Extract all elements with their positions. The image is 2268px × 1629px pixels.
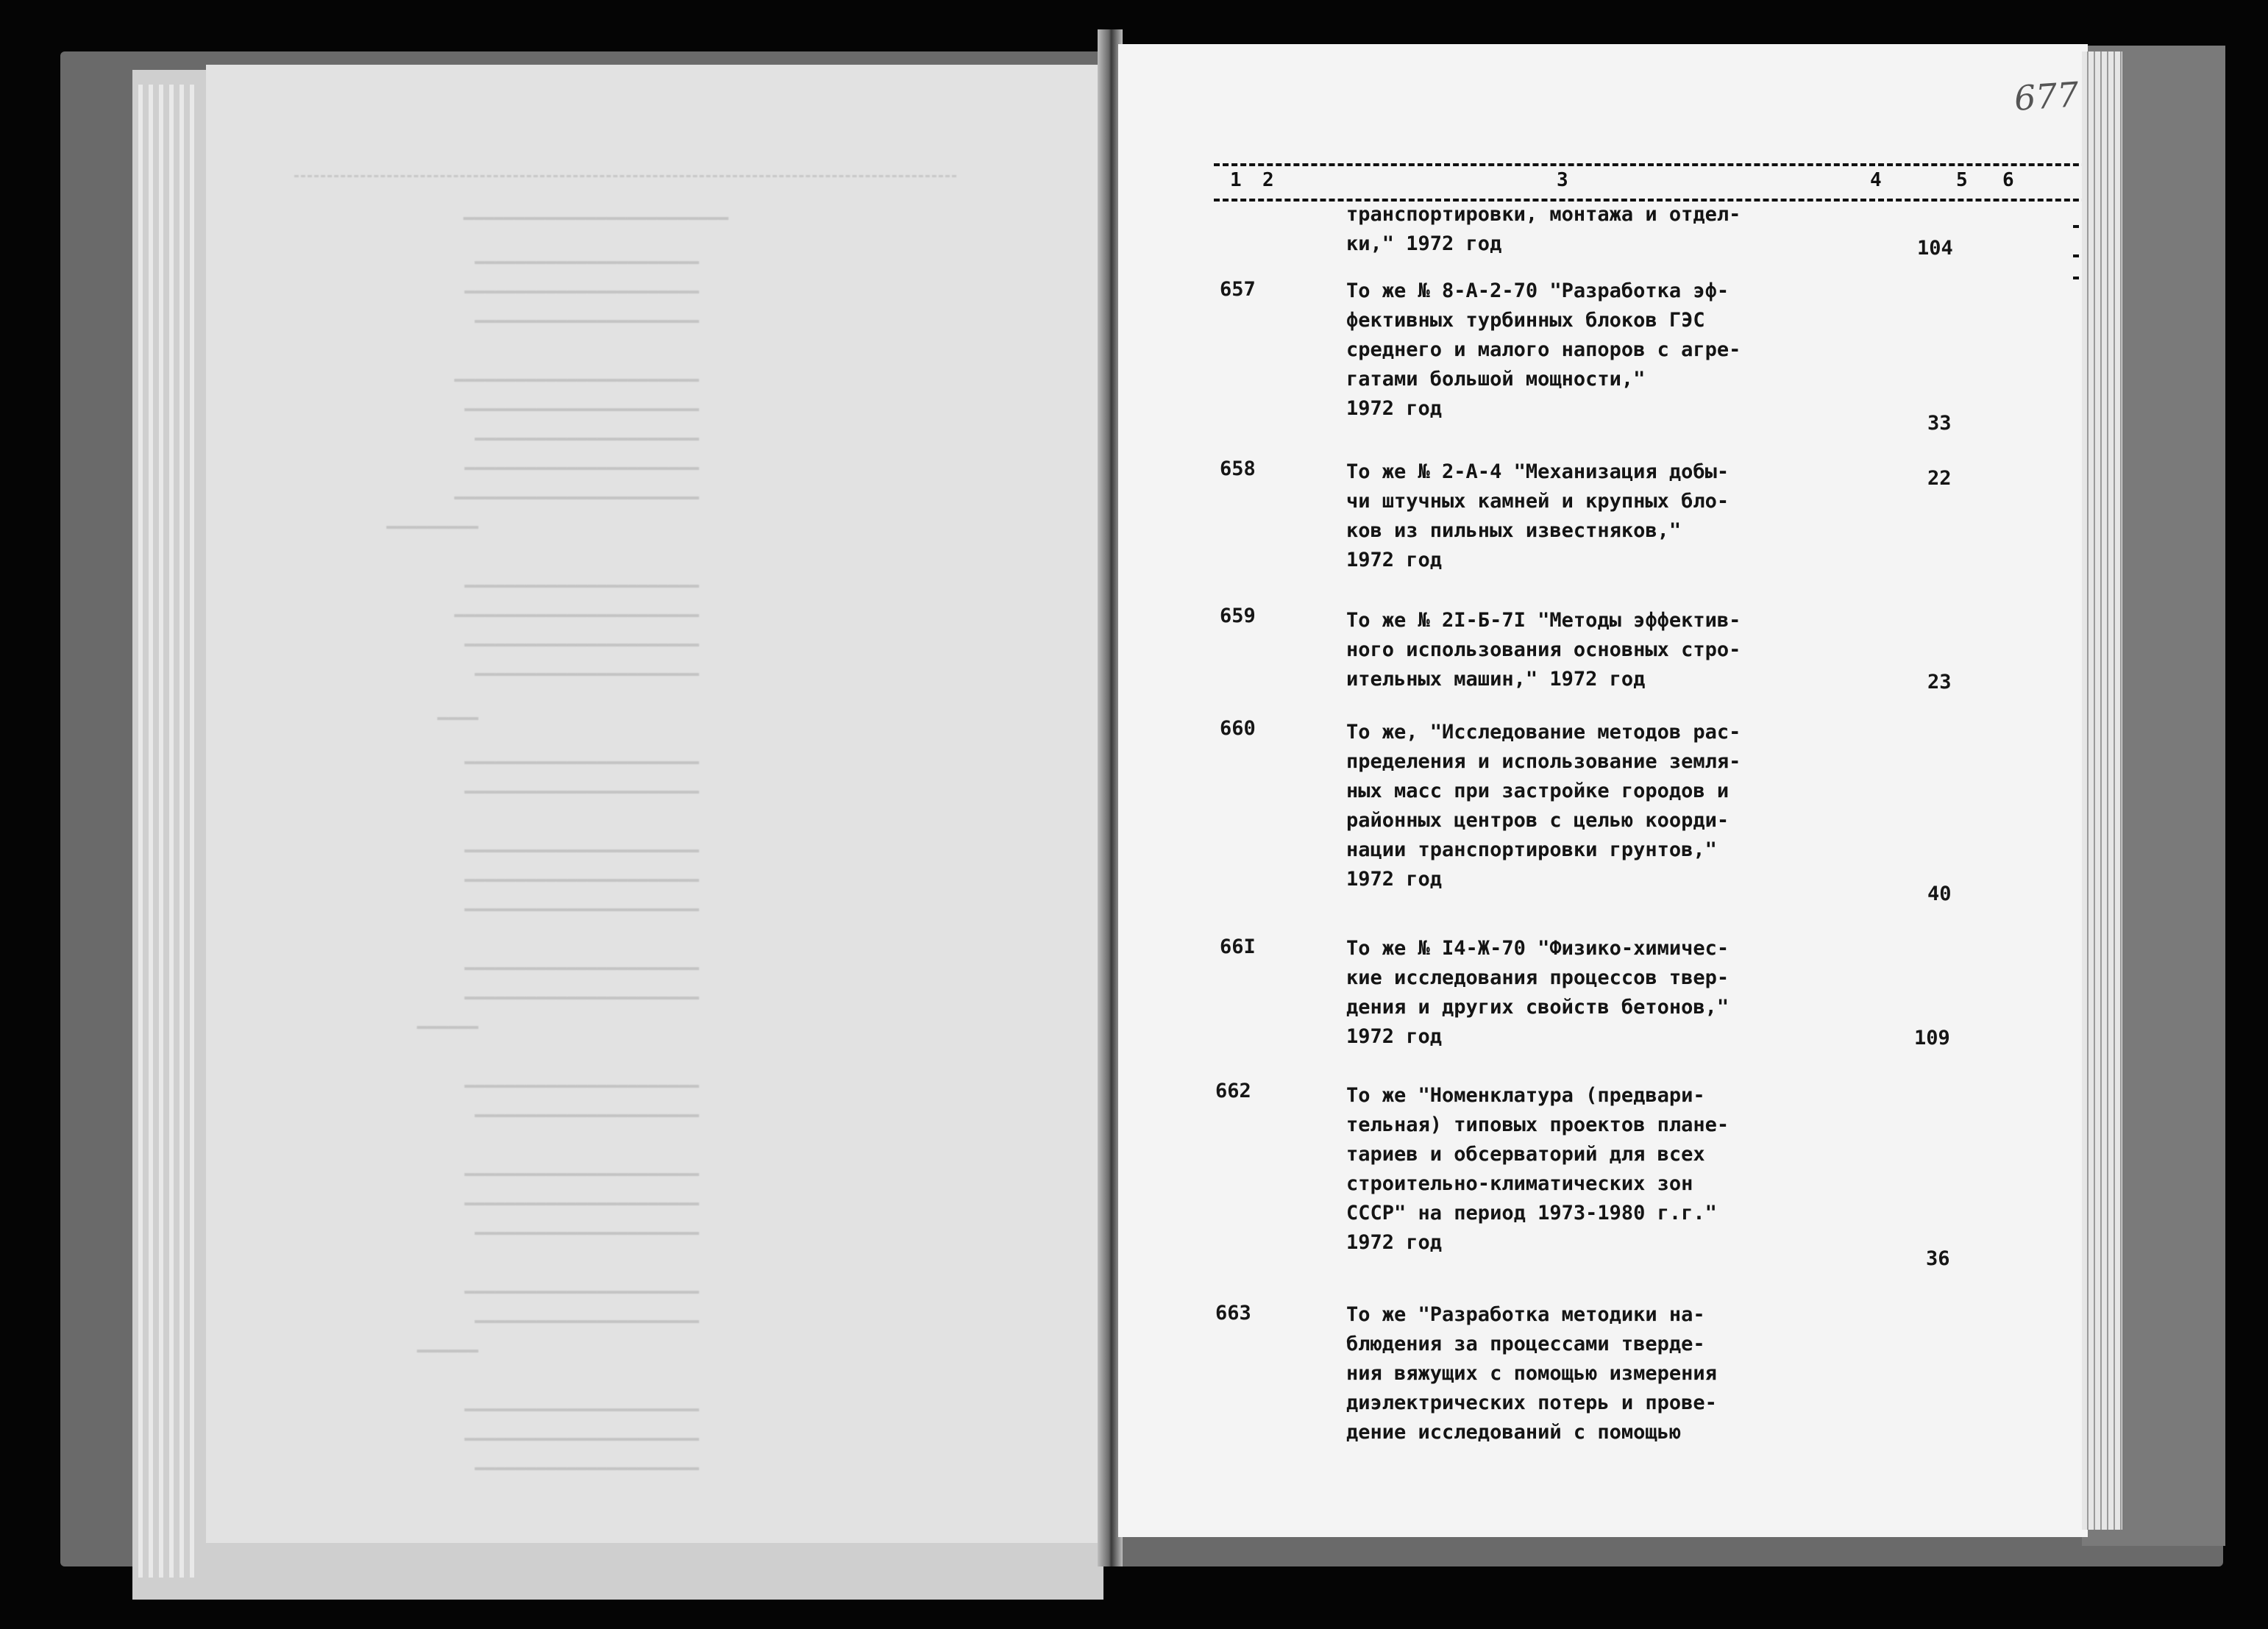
description-line: То же № 2-А-4 "Механизация добы-: [1346, 460, 1730, 483]
description-line: 1972 год: [1346, 868, 1443, 891]
left-page: [206, 65, 1111, 1543]
table-header: [1214, 160, 2088, 204]
description-line: То же № 8-А-2-70 "Разработка эф-: [1346, 279, 1730, 302]
entry-quantity: 40: [1927, 883, 1952, 905]
description-line: 1972 год: [1346, 1025, 1443, 1048]
entry-number: 66I: [1220, 935, 1256, 958]
column-header: 3: [1557, 169, 1568, 191]
entry-quantity: 22: [1927, 467, 1952, 490]
entry-description: [1346, 1300, 1795, 1447]
entry-description: [1346, 934, 1795, 1052]
margin-tick: [2073, 225, 2079, 228]
column-header: 2: [1262, 169, 1274, 191]
page-edge: [138, 85, 143, 1578]
entry-number: 659: [1220, 605, 1256, 627]
entry-quantity: 33: [1927, 412, 1952, 435]
entry-quantity: 109: [1914, 1027, 1950, 1049]
page-edge: [179, 85, 184, 1578]
column-header: 5: [1956, 169, 1968, 191]
page-edge: [159, 85, 163, 1578]
description-line: блюдения за процессами тверде-: [1346, 1333, 1705, 1355]
handwritten-page-number: 677: [2013, 74, 2080, 118]
description-line: кие исследования процессов твер-: [1346, 966, 1730, 989]
description-line: ного использования основных стро-: [1346, 638, 1741, 661]
page-edge: [149, 85, 153, 1578]
description-line: пределения и использование земля-: [1346, 750, 1741, 773]
description-line: ительных машин," 1972 год: [1346, 668, 1646, 691]
description-line: То же № 2I-Б-7I "Методы эффектив-: [1346, 609, 1741, 632]
margin-tick: [2073, 277, 2079, 279]
entry-description: [1346, 277, 1795, 424]
description-line: тельная) типовых проектов плане-: [1346, 1113, 1730, 1136]
description-line: ных масс при застройке городов и: [1346, 780, 1730, 802]
margin-tick: [2073, 254, 2079, 257]
entry-quantity: 36: [1926, 1247, 1950, 1270]
description-line: тариев и обсерваторий для всех: [1346, 1143, 1705, 1166]
description-line: дения и других свойств бетонов,": [1346, 996, 1730, 1019]
description-line: То же, "Исследование методов рас-: [1346, 721, 1741, 744]
description-line: ки," 1972 год: [1346, 232, 1502, 255]
description-line: То же "Номенклатура (предвари-: [1346, 1084, 1705, 1107]
description-line: нации транспортировки грунтов,": [1346, 838, 1717, 861]
description-line: То же "Разработка методики на-: [1346, 1303, 1705, 1326]
entry-number: 658: [1220, 457, 1256, 480]
description-line: ков из пильных известняков,": [1346, 519, 1682, 542]
description-line: районных центров с целью коорди-: [1346, 809, 1730, 832]
description-line: 1972 год: [1346, 397, 1443, 420]
column-header: 6: [2002, 169, 2014, 191]
entry-quantity: 23: [1927, 671, 1952, 694]
description-line: транспортировки, монтажа и отдел-: [1346, 203, 1741, 226]
description-line: 1972 год: [1346, 1231, 1443, 1254]
right-page: [1118, 44, 2088, 1537]
description-line: СССР" на период 1973-1980 г.г.": [1346, 1202, 1717, 1225]
right-page-stack-edges: [2082, 51, 2122, 1530]
entry-description: [1346, 718, 1795, 894]
description-line: среднего и малого напоров с агре-: [1346, 338, 1741, 361]
description-line: строительно-климатических зон: [1346, 1172, 1693, 1195]
description-line: То же № I4-Ж-70 "Физико-химичес-: [1346, 937, 1730, 960]
page-edge: [190, 85, 194, 1578]
column-header: 1: [1230, 169, 1242, 191]
description-line: фективных турбинных блоков ГЭС: [1346, 309, 1705, 332]
entry-description: [1346, 457, 1795, 575]
entry-description: [1346, 200, 1795, 259]
entry-number: 663: [1215, 1302, 1251, 1325]
column-header: 4: [1870, 169, 1882, 191]
entry-number: 662: [1215, 1080, 1251, 1102]
description-line: дение исследований с помощью: [1346, 1421, 1682, 1444]
description-line: гатами большой мощности,": [1346, 368, 1646, 391]
description-line: ния вяжущих с помощью измерения: [1346, 1362, 1717, 1385]
entry-number: 657: [1220, 278, 1256, 301]
header-dashed-rule-top: [1214, 163, 2088, 166]
entry-number: 660: [1220, 717, 1256, 740]
entry-description: [1346, 1081, 1795, 1258]
entry-description: [1346, 606, 1795, 694]
description-line: чи штучных камней и крупных бло-: [1346, 490, 1730, 513]
description-line: диэлектрических потерь и прове-: [1346, 1391, 1717, 1414]
description-line: 1972 год: [1346, 549, 1443, 571]
entry-quantity: 104: [1917, 237, 1953, 260]
bleed-through-text: ━━━━━━━━━━━━━━━━━━━━━━━━━━ ━━━━━━━━━━━━━━━━━━━━━━ ━━━━━━━━━━━━━━━━━━━━━━━ ━━━━━━━━━━━━━━━━━━━━━━ ━━━━━━━━━━━━━━━━━━━━━━━━ ━━━━━━━━━━━━━━━━━━━━━━━ ━━━━━━━━━━━━━━━━━━━━━━ ━━━━━━━━━━━━━━━━━━━━━━━ ━━━━━━━━━━━━━━━━━━━━━━━━ ━━━━━━━━━ ━━━━━━━━━━━━━━━━━━━━━━━ ━━━━━━━━━━━━━━━━━━━━━━━━ ━━━━━━━━━━━━━━━━━━━━━━━ ━━━━━━━━━━━━━━━━━━━━━━ ━━━━ ━━━━━━━━━━━━━━━━━━━━━━━ ━━━━━━━━━━━━━━━━━━━━━━━ ━━━━━━━━━━━━━━━━━━━━━━━ ━━━━━━━━━━━━━━━━━━━━━━━ ━━━━━━━━━━━━━━━━━━━━━━━ ━━━━━━━━━━━━━━━━━━━━━━━ ━━━━━━━━━━━━━━━━━━━━━━━ ━━━━━━ ━━━━━━━━━━━━━━━━━━━━━━━ ━━━━━━━━━━━━━━━━━━━━━━ ━━━━━━━━━━━━━━━━━━━━━━━ ━━━━━━━━━━━━━━━━━━━━━━━ ━━━━━━━━━━━━━━━━━━━━━━ ━━━━━━━━━━━━━━━━━━━━━━━ ━━━━━━━━━━━━━━━━━━━━━━ ━━━━━━ ━━━━━━━━━━━━━━━━━━━━━━━ ━━━━━━━━━━━━━━━━━━━━━━━ ━━━━━━━━━━━━━━━━━━━━━━: [206, 65, 1111, 1543]
page-edge: [169, 85, 174, 1578]
